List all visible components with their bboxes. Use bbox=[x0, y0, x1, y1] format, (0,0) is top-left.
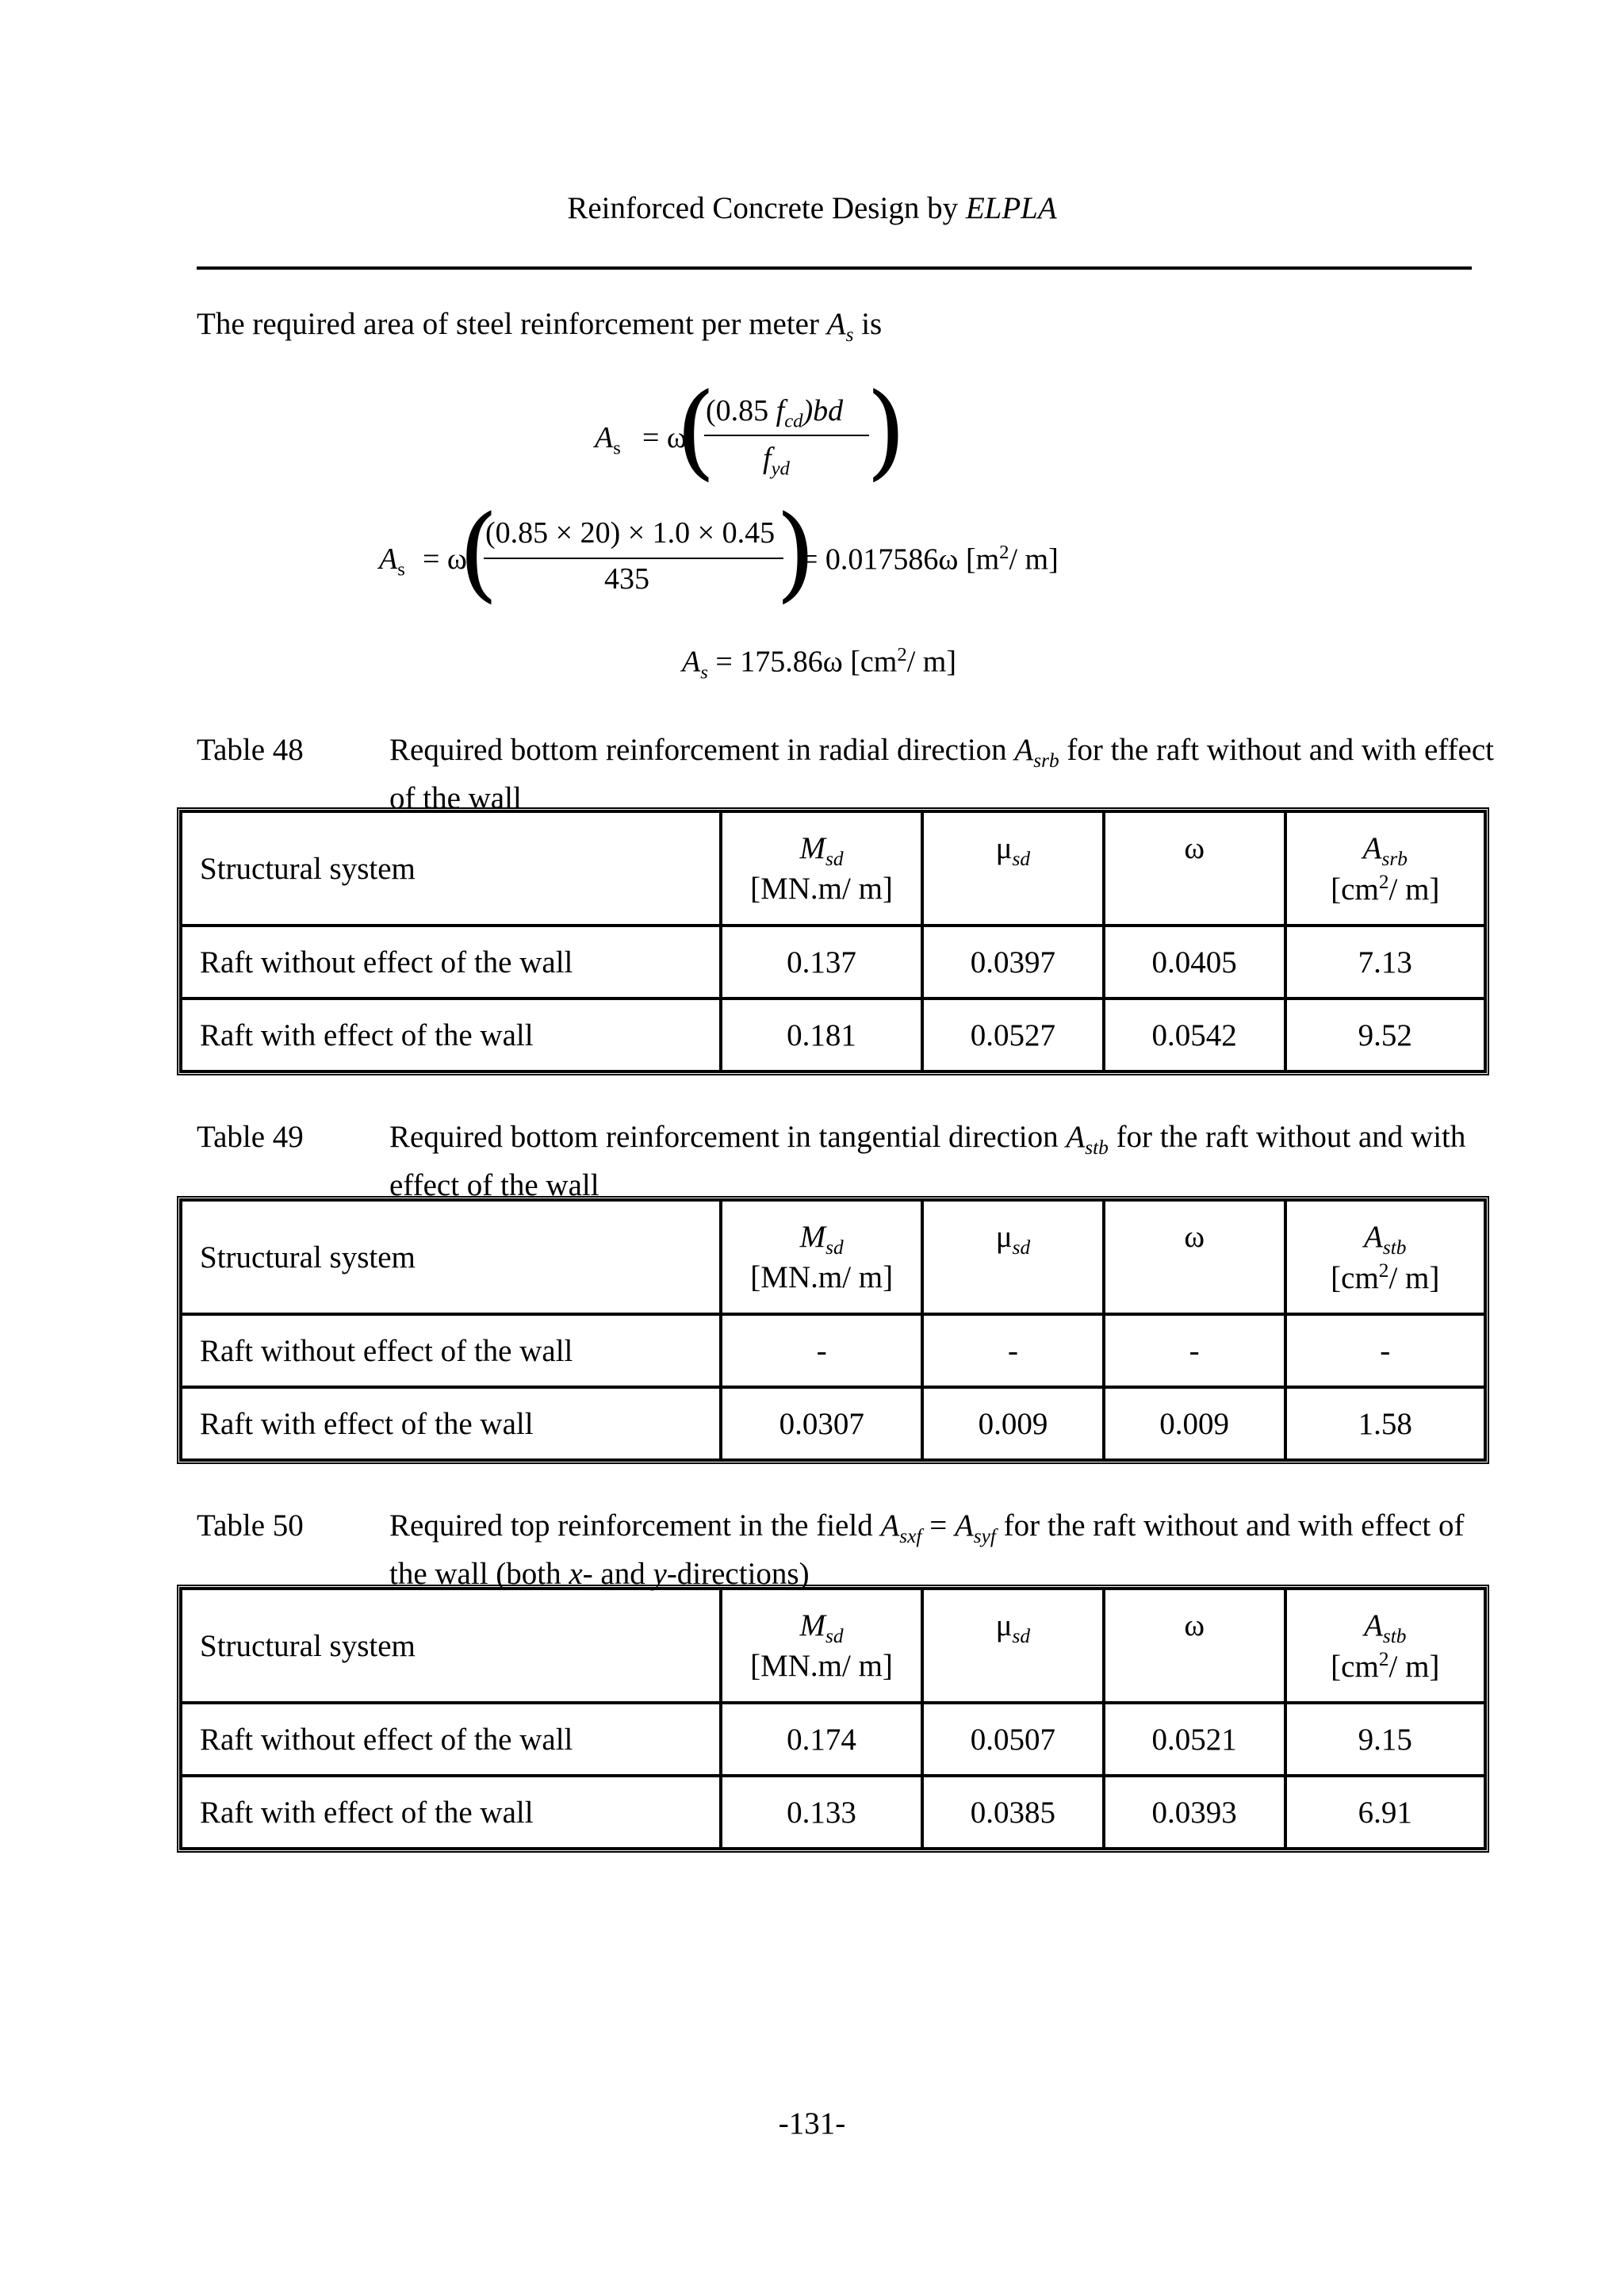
header-title-italic: ELPLA bbox=[965, 191, 1057, 225]
cell-omega: 0.0405 bbox=[1104, 926, 1285, 999]
table-row bbox=[181, 1387, 1485, 1460]
table-49-label: Table 49 bbox=[197, 1120, 304, 1154]
eq1-num-f: f bbox=[776, 394, 785, 427]
t50-as-unit-sup: 2 bbox=[1378, 1647, 1389, 1670]
table-48-label: Table 48 bbox=[197, 733, 304, 767]
table-49-caption-post: for the raft without and with effect of the wall bbox=[389, 1120, 1466, 1202]
intro-symbol-sub: s bbox=[845, 323, 854, 346]
table-50-caption-sub: sxf bbox=[899, 1524, 922, 1547]
table-50-caption-y: y bbox=[653, 1556, 667, 1591]
table-50-caption-pre: Required top reinforcement in the field bbox=[389, 1508, 881, 1543]
header-mu bbox=[922, 1200, 1104, 1314]
eq1-den: f bbox=[763, 442, 772, 475]
table-49-caption-sym: A bbox=[1066, 1120, 1086, 1154]
table-50-label: Table 50 bbox=[197, 1508, 304, 1543]
t49-msd-sub: sd bbox=[825, 1236, 844, 1259]
cell-msd: 0.0307 bbox=[721, 1387, 922, 1460]
cell-system: Raft with effect of the wall bbox=[181, 1776, 721, 1849]
intro-text: The required area of steel reinforcement per meter bbox=[197, 307, 819, 341]
table-50-caption-post: for the raft without and with effect of the wall (both bbox=[389, 1508, 1465, 1591]
eq3-lhs-sub: s bbox=[700, 661, 708, 684]
t50-omega: ω bbox=[1184, 1608, 1205, 1642]
cell-as: 1.58 bbox=[1285, 1387, 1485, 1460]
header-omega bbox=[1104, 1200, 1285, 1314]
table-50-caption-and: - and bbox=[582, 1556, 653, 1591]
table-50-caption-sub2: syf bbox=[973, 1524, 996, 1547]
eq2-denominator: 435 bbox=[604, 562, 649, 596]
cell-omega: 0.0393 bbox=[1104, 1776, 1285, 1849]
cell-system: Raft without effect of the wall bbox=[181, 1314, 721, 1387]
cell-as: 7.13 bbox=[1285, 926, 1485, 999]
t48-mu: μ bbox=[995, 831, 1013, 865]
eq1-den-sub: yd bbox=[771, 458, 790, 480]
table-50-caption-end: -directions) bbox=[666, 1556, 810, 1591]
eq1-num-f-sub: cd bbox=[784, 410, 803, 432]
t48-msd: M bbox=[799, 831, 825, 865]
t48-as-unit-sup: 2 bbox=[1378, 870, 1389, 893]
t50-as-sub: stb bbox=[1382, 1624, 1407, 1647]
t49-mu-sub: sd bbox=[1012, 1236, 1031, 1259]
cell-as: 9.52 bbox=[1285, 999, 1485, 1071]
table-49-caption-pre: Required bottom reinforcement in tangential direction bbox=[389, 1120, 1067, 1154]
header-msd bbox=[721, 1589, 922, 1703]
header-as bbox=[1285, 811, 1485, 926]
t49-msd-unit: [MN.m/ m] bbox=[750, 1259, 894, 1294]
eq1-numerator bbox=[706, 393, 843, 433]
cell-msd: 0.133 bbox=[721, 1776, 922, 1849]
cell-mu: - bbox=[922, 1314, 1104, 1387]
t50-as-unit-end: / m] bbox=[1388, 1649, 1440, 1684]
header-mu bbox=[922, 811, 1104, 926]
header-omega bbox=[1104, 811, 1285, 926]
t50-msd-sub: sd bbox=[825, 1624, 844, 1647]
cell-as: 6.91 bbox=[1285, 1776, 1485, 1849]
header-structural-system: Structural system bbox=[181, 811, 721, 926]
t49-mu: μ bbox=[995, 1220, 1013, 1254]
table-header-row bbox=[181, 811, 1485, 926]
cell-msd: 0.174 bbox=[721, 1703, 922, 1776]
t49-as-unit-end: / m] bbox=[1388, 1260, 1440, 1295]
eq1-right-paren: ) bbox=[866, 370, 906, 491]
t48-msd-sub: sd bbox=[825, 847, 844, 870]
cell-mu: 0.009 bbox=[922, 1387, 1104, 1460]
table-48-caption-sub: srb bbox=[1033, 749, 1059, 772]
eq1-num-b: )bd bbox=[802, 394, 844, 427]
t49-msd: M bbox=[799, 1220, 826, 1254]
header-omega bbox=[1104, 1589, 1285, 1703]
eq2-numerator: (0.85 × 20) × 1.0 × 0.45 bbox=[485, 516, 776, 550]
header-as bbox=[1285, 1589, 1485, 1703]
eq2-right-paren: ) bbox=[776, 493, 816, 613]
table-row bbox=[181, 1776, 1485, 1849]
header-structural-system: Structural system bbox=[181, 1589, 721, 1703]
cell-omega: 0.0521 bbox=[1104, 1703, 1285, 1776]
t49-as-unit: [cm bbox=[1331, 1260, 1379, 1295]
table-49 bbox=[177, 1196, 1489, 1464]
t48-as-unit: [cm bbox=[1331, 872, 1379, 907]
t48-as: A bbox=[1362, 831, 1382, 865]
t49-omega: ω bbox=[1184, 1220, 1205, 1254]
cell-as: - bbox=[1285, 1314, 1485, 1387]
intro-suffix: is bbox=[861, 307, 883, 341]
t49-as: A bbox=[1364, 1220, 1383, 1254]
table-header-row bbox=[181, 1589, 1485, 1703]
t50-msd: M bbox=[799, 1608, 825, 1642]
eq1-denominator bbox=[763, 441, 790, 481]
t50-mu: μ bbox=[995, 1608, 1013, 1642]
header-title: Reinforced Concrete Design by bbox=[567, 191, 966, 225]
eq3-lhs: A bbox=[682, 645, 701, 679]
table-48-caption-post: for the raft without and with effect of the wall bbox=[389, 733, 1494, 815]
cell-system: Raft with effect of the wall bbox=[181, 1387, 721, 1460]
eq1-lhs-sub: s bbox=[613, 437, 621, 459]
eq2-lhs: A bbox=[379, 542, 398, 576]
cell-omega: 0.009 bbox=[1104, 1387, 1285, 1460]
header-as bbox=[1285, 1200, 1485, 1314]
eq3-end: / m] bbox=[906, 645, 956, 679]
t50-as: A bbox=[1364, 1608, 1383, 1642]
eq1-equals: = ω bbox=[642, 421, 687, 454]
table-50-caption-x: x bbox=[569, 1556, 583, 1591]
eq2-result-sup: 2 bbox=[999, 542, 1009, 563]
cell-omega: - bbox=[1104, 1314, 1285, 1387]
t50-msd-unit: [MN.m/ m] bbox=[750, 1648, 893, 1683]
t48-as-unit-end: / m] bbox=[1388, 872, 1440, 907]
t48-as-sub: srb bbox=[1381, 847, 1408, 870]
cell-mu: 0.0385 bbox=[922, 1776, 1104, 1849]
header-rule bbox=[197, 266, 1472, 270]
t48-msd-unit: [MN.m/ m] bbox=[750, 871, 893, 906]
eq2-result bbox=[801, 542, 1059, 577]
t49-as-unit-sup: 2 bbox=[1378, 1259, 1389, 1282]
table-50-caption-mid: = bbox=[921, 1508, 955, 1543]
t48-omega: ω bbox=[1184, 831, 1205, 865]
eq1-left-paren: ( bbox=[676, 370, 716, 491]
cell-system: Raft without effect of the wall bbox=[181, 926, 721, 999]
eq3-text: = 175.86ω [cm bbox=[707, 645, 898, 679]
header-structural-system: Structural system bbox=[181, 1200, 721, 1314]
equation-3 bbox=[682, 644, 956, 684]
header-mu bbox=[922, 1589, 1104, 1703]
table-49-caption-sub: stb bbox=[1085, 1136, 1109, 1159]
cell-mu: 0.0507 bbox=[922, 1703, 1104, 1776]
t50-as-unit: [cm bbox=[1331, 1649, 1379, 1684]
intro-paragraph bbox=[197, 305, 882, 354]
table-row bbox=[181, 999, 1485, 1071]
cell-omega: 0.0542 bbox=[1104, 999, 1285, 1071]
table-50-caption-sym: A bbox=[880, 1508, 900, 1543]
table-48-caption-sym: A bbox=[1014, 733, 1034, 767]
table-48-caption bbox=[197, 731, 1497, 815]
table-50-caption bbox=[197, 1507, 1497, 1591]
eq2-fraction-bar bbox=[484, 558, 783, 559]
table-50 bbox=[177, 1585, 1489, 1853]
table-row bbox=[181, 1314, 1485, 1387]
cell-as: 9.15 bbox=[1285, 1703, 1485, 1776]
table-48-caption-pre: Required bottom reinforcement in radial direction bbox=[389, 733, 1015, 767]
table-50-caption-sym2: A bbox=[954, 1508, 974, 1543]
cell-system: Raft without effect of the wall bbox=[181, 1703, 721, 1776]
cell-msd: 0.181 bbox=[721, 999, 922, 1071]
t49-as-sub: stb bbox=[1382, 1236, 1407, 1259]
page-header bbox=[0, 190, 1624, 226]
intro-symbol: A bbox=[826, 307, 846, 341]
t50-mu-sub: sd bbox=[1012, 1624, 1031, 1647]
page-number: -131- bbox=[778, 2106, 846, 2141]
eq2-result-text: = 0.017586ω [m bbox=[801, 542, 1000, 577]
table-header-row bbox=[181, 1200, 1485, 1314]
table-row bbox=[181, 926, 1485, 999]
table-row bbox=[181, 1703, 1485, 1776]
cell-mu: 0.0527 bbox=[922, 999, 1104, 1071]
eq2-left-paren: ( bbox=[458, 493, 499, 613]
eq1-lhs: A bbox=[595, 421, 614, 454]
eq3-sup: 2 bbox=[897, 644, 907, 665]
header-msd bbox=[721, 1200, 922, 1314]
eq2-equals: = ω bbox=[423, 542, 467, 576]
eq1-num-a: (0.85 bbox=[706, 394, 769, 427]
cell-msd: 0.137 bbox=[721, 926, 922, 999]
cell-msd: - bbox=[721, 1314, 922, 1387]
eq2-lhs-sub: s bbox=[397, 558, 405, 581]
cell-mu: 0.0397 bbox=[922, 926, 1104, 999]
t48-mu-sub: sd bbox=[1012, 847, 1031, 870]
table-49-caption bbox=[197, 1118, 1497, 1202]
cell-system: Raft with effect of the wall bbox=[181, 999, 721, 1071]
table-48 bbox=[177, 807, 1489, 1075]
eq2-result-end: / m] bbox=[1009, 542, 1059, 577]
eq1-fraction-bar bbox=[704, 435, 869, 436]
header-msd bbox=[721, 811, 922, 926]
